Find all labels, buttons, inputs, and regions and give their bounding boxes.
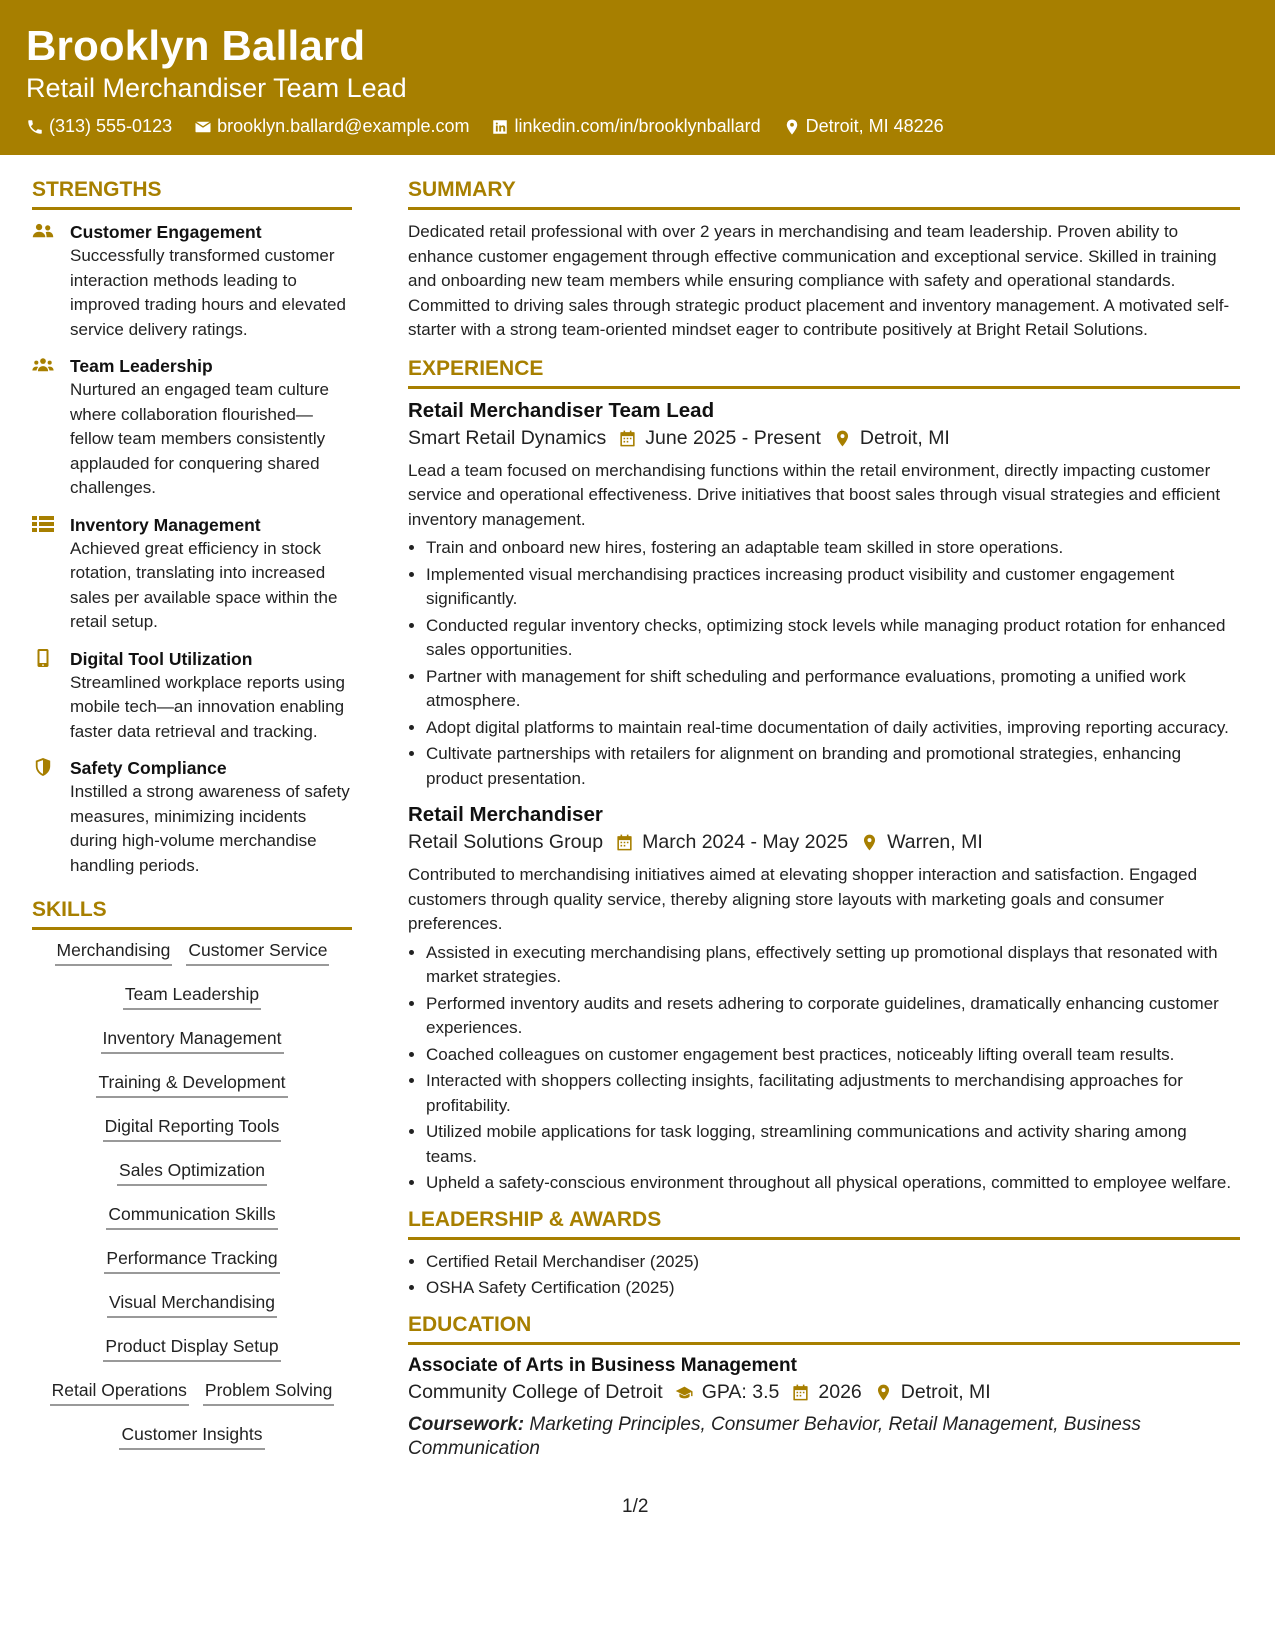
job-meta xyxy=(408,831,1240,854)
strength-title: Safety Compliance xyxy=(70,758,227,778)
contact-bar xyxy=(26,116,966,137)
strength-title: Digital Tool Utilization xyxy=(70,648,253,669)
job-title: Retail Merchandiser xyxy=(408,803,603,826)
job-bullet: • Cultivate partnerships with retailers for alignment on branding and promotional strategies, enhancing product presentation. xyxy=(426,742,1240,791)
job-dates: March 2024 - May 2025 xyxy=(642,831,849,853)
contact-location-text: Detroit, MI 48226 xyxy=(805,116,944,136)
job-bullet: • Train and onboard new hires, fostering an adaptable team skilled in store operations. xyxy=(426,536,1240,561)
people-group-icon xyxy=(32,356,54,374)
skill-tag: Customer Insights xyxy=(119,1424,264,1450)
job-bullet: • Coached colleagues on customer engagement best practices, noticeably lifting overall team results. xyxy=(426,1043,1240,1068)
skills-heading: SKILLS xyxy=(32,898,352,930)
job-bullets xyxy=(408,941,1240,1196)
job-bullet: • Upheld a safety-conscious environment throughout all physical operations, committed to employee welfare. xyxy=(426,1171,1240,1196)
linkedin-icon xyxy=(491,118,509,136)
mobile-icon xyxy=(32,649,54,667)
graduation-cap-icon xyxy=(675,1383,694,1402)
contact-phone-text: (313) 555-0123 xyxy=(49,116,173,136)
job-description: Contributed to merchandising initiatives aimed at elevating shopper interaction and satisfaction. Engaged customers through quality service, thereby aligning store layouts with marketing goals and consumer preferences. xyxy=(408,865,1198,933)
summary-heading: SUMMARY xyxy=(408,178,1240,210)
contact-phone[interactable] xyxy=(26,116,172,137)
school-location: Detroit, MI xyxy=(900,1380,991,1403)
strength-item xyxy=(32,513,352,635)
skill-tag: Inventory Management xyxy=(101,1028,284,1054)
skill-tag: Digital Reporting Tools xyxy=(103,1116,282,1142)
skill-tag: Merchandising xyxy=(55,940,173,966)
resume-header xyxy=(0,0,1275,155)
summary-text: Dedicated retail professional with over 2 years in merchandising and team leadership. Proven ability to enhance customer engagement through effective communication and exceptional service. Skilled in training and onboarding new team members while ensuring compliance with safety and operational standards. Committed to driving sales through strategic product placement and inventory management. A motivated self-starter with a strong team-oriented mindset eager to contribute positively at Bright Retail Solutions. xyxy=(408,222,1230,339)
skill-tag: Product Display Setup xyxy=(103,1336,280,1362)
awards-heading: LEADERSHIP & AWARDS xyxy=(408,1208,1240,1240)
list-icon xyxy=(32,515,54,533)
school-name: Community College of Detroit xyxy=(408,1380,663,1403)
map-pin-icon xyxy=(833,429,852,448)
calendar-icon xyxy=(791,1383,810,1402)
job-bullet: • Performed inventory audits and resets adhering to corporate guidelines, dramatically enhancing customer experiences. xyxy=(426,992,1240,1041)
job-dates: June 2025 - Present xyxy=(645,426,821,449)
job-location: Warren, MI xyxy=(887,831,983,853)
job-meta xyxy=(408,427,1240,450)
strength-title: Team Leadership xyxy=(70,356,213,376)
job-bullet: • Adopt digital platforms to maintain real-time documentation of daily activities, improving reporting accuracy. xyxy=(426,716,1240,741)
contact-location xyxy=(783,116,944,137)
education-heading: EDUCATION xyxy=(408,1313,1240,1345)
coursework xyxy=(408,1413,1240,1461)
skill-tag: Performance Tracking xyxy=(104,1248,279,1274)
skill-tag: Training & Development xyxy=(96,1072,287,1098)
job-entry xyxy=(408,399,1240,792)
skill-tag: Retail Operations xyxy=(50,1380,189,1406)
coursework-list: Marketing Principles, Consumer Behavior, Retail Management, Business Communication xyxy=(408,1413,1141,1459)
job-title: Retail Merchandiser Team Lead xyxy=(408,398,715,422)
strength-desc: Achieved great efficiency in stock rotation, translating into increased sales per available space within the retail setup. xyxy=(70,538,338,631)
skill-tag: Problem Solving xyxy=(203,1380,334,1406)
education-entry xyxy=(408,1355,1240,1461)
job-bullet: • Implemented visual merchandising practices increasing product visibility and customer engagement significantly. xyxy=(426,563,1240,612)
contact-linkedin-text: linkedin.com/in/brooklynballard xyxy=(514,116,761,136)
strengths-heading: STRENGTHS xyxy=(32,178,352,210)
award-item: • Certified Retail Merchandiser (2025) xyxy=(426,1250,1240,1275)
strength-item xyxy=(32,354,352,501)
users-icon xyxy=(32,222,54,240)
skill-tag: Sales Optimization xyxy=(117,1160,267,1186)
map-pin-icon xyxy=(874,1383,893,1402)
award-item: • OSHA Safety Certification (2025) xyxy=(426,1276,1240,1301)
job-bullets xyxy=(408,536,1240,791)
job-bullet: • Partner with management for shift scheduling and performance evaluations, promoting a unified work atmosphere. xyxy=(426,665,1240,714)
job-bullet: • Utilized mobile applications for task logging, streamlining communications and activity sharing among teams. xyxy=(426,1120,1240,1169)
experience-heading: EXPERIENCE xyxy=(408,357,1240,389)
calendar-icon xyxy=(615,833,634,852)
strength-item xyxy=(32,647,352,745)
job-bullet: • Interacted with shoppers collecting insights, facilitating adjustments to merchandising approaches for profitability. xyxy=(426,1069,1240,1118)
skill-tag: Visual Merchandising xyxy=(107,1292,277,1318)
strength-desc: Successfully transformed customer interaction methods leading to improved trading hours and elevated service delivery ratings. xyxy=(70,246,346,339)
skill-tag: Team Leadership xyxy=(123,984,261,1010)
degree-title: Associate of Arts in Business Management xyxy=(408,1354,797,1376)
phone-icon xyxy=(26,118,44,136)
strength-title: Inventory Management xyxy=(70,514,261,535)
left-column xyxy=(32,178,352,1468)
strength-desc: Instilled a strong awareness of safety measures, minimizing incidents during high-volume merchandise handling periods. xyxy=(70,782,350,875)
job-location: Detroit, MI xyxy=(859,426,950,449)
job-bullet: • Conducted regular inventory checks, optimizing stock levels while managing product rotation for enhanced sales opportunities. xyxy=(426,614,1240,663)
candidate-title: Retail Merchandiser Team Lead xyxy=(26,73,407,103)
gpa: GPA: 3.5 xyxy=(701,1380,780,1403)
contact-linkedin[interactable] xyxy=(491,116,760,137)
envelope-icon xyxy=(194,118,212,136)
contact-email-text: brooklyn.ballard@example.com xyxy=(217,116,470,136)
candidate-name: Brooklyn Ballard xyxy=(26,22,366,69)
job-bullet: • Assisted in executing merchandising plans, effectively setting up promotional displays that resonated with market strategies. xyxy=(426,941,1240,990)
map-pin-icon xyxy=(783,118,801,136)
strength-title: Customer Engagement xyxy=(70,222,262,242)
strength-item xyxy=(32,220,352,342)
graduation-year: 2026 xyxy=(818,1380,862,1403)
skill-tag: Customer Service xyxy=(186,940,329,966)
page-number: 1/2 xyxy=(622,1496,649,1517)
job-company: Smart Retail Dynamics xyxy=(408,426,607,449)
strength-desc: Nurtured an engaged team culture where collaboration flourished—fellow team members consistently applauded for conquering shared challenges. xyxy=(70,380,329,497)
strength-item xyxy=(32,756,352,878)
coursework-label: Coursework: xyxy=(408,1413,525,1435)
job-description: Lead a team focused on merchandising functions within the retail environment, directly impacting customer service and operational effectiveness. Drive initiatives that boost sales through visual strategies and efficient inventory management. xyxy=(408,460,1221,529)
education-meta xyxy=(408,1381,1240,1404)
map-pin-icon xyxy=(860,833,879,852)
right-column xyxy=(408,178,1240,1461)
skills-list xyxy=(32,940,352,1454)
job-company: Retail Solutions Group xyxy=(408,831,604,853)
awards-list xyxy=(408,1250,1240,1301)
shield-icon xyxy=(32,758,54,776)
strength-desc: Streamlined workplace reports using mobile tech—an innovation enabling faster data retrieval and tracking. xyxy=(70,672,345,741)
skill-tag: Communication Skills xyxy=(106,1204,277,1230)
contact-email[interactable] xyxy=(194,116,469,137)
calendar-icon xyxy=(618,429,637,448)
job-entry xyxy=(408,803,1240,1196)
